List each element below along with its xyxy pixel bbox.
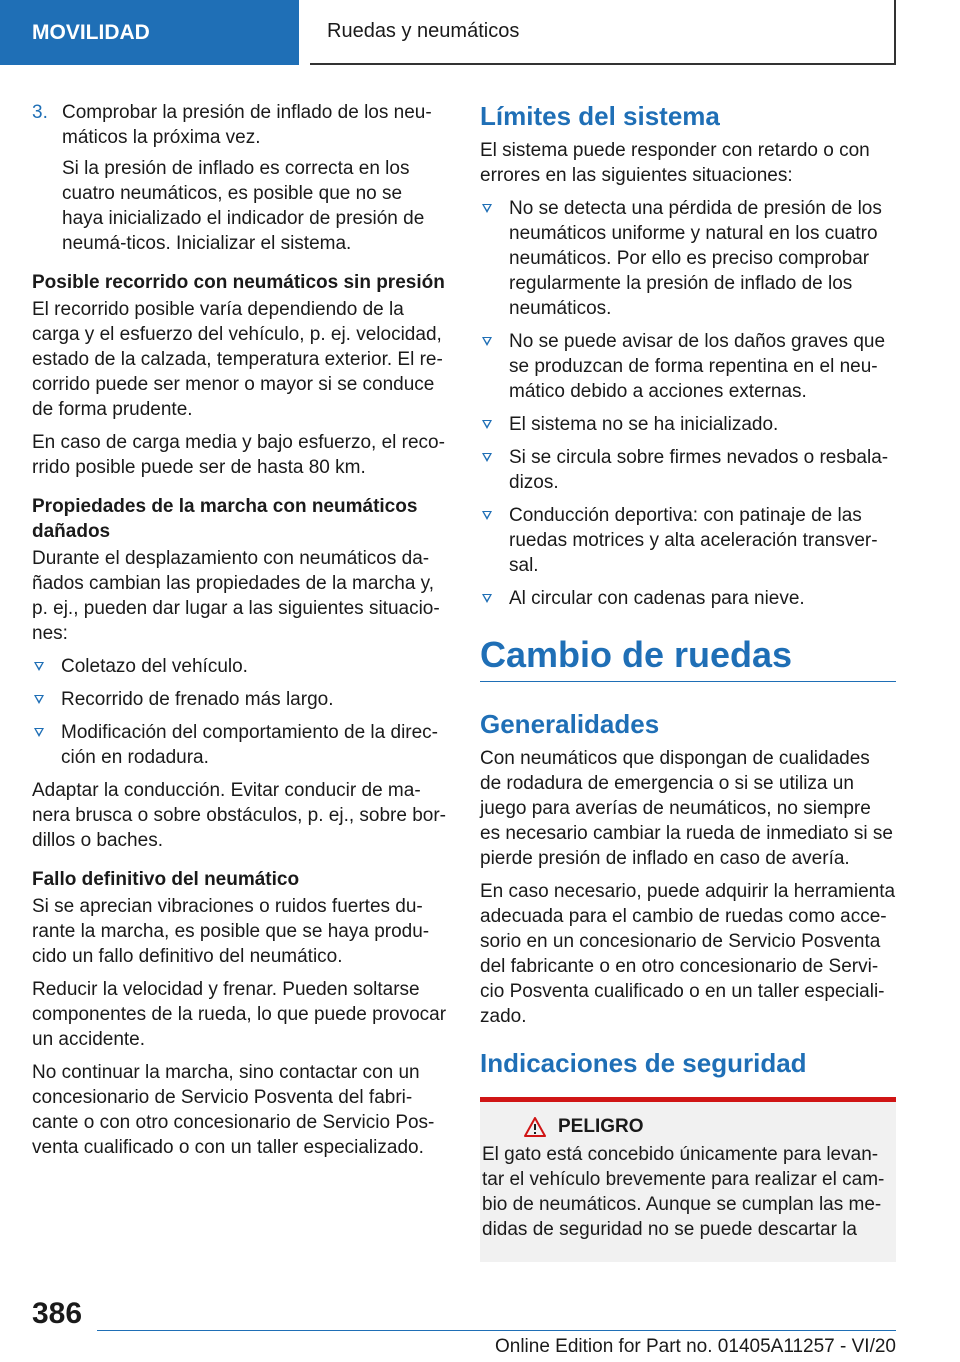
danger-box (480, 1097, 896, 1262)
step-3 (32, 100, 448, 256)
header-section-tab (0, 0, 299, 65)
paragraph: No continuar la marcha, sino contactar con un concesionario de Servicio Posventa del fabri-cante o con otro concesionario de Servicio Pos-venta cualificado o con un taller especializado. (32, 1062, 435, 1158)
step-3-note: Si la presión de inflado es correcta en los cuatro neumáticos, es posible que no se haya inicializado el indicador de presión de neumá-ticos. Inicializar el sistema. (62, 158, 425, 254)
list-item: El sistema no se ha inicializado. (480, 412, 896, 437)
triangle-bullet-icon (34, 695, 44, 704)
subheading-recorrido: Posible recorrido con neumáticos sin presión (32, 272, 445, 293)
list-item: No se detecta una pérdida de presión de los neumáticos uniforme y natural en los cuatro neumáticos. Por ello es preciso comprobar regularmente la presión de inflado de los neumáticos. (480, 196, 896, 321)
header-title-box (310, 0, 896, 65)
paragraph: Adaptar la conducción. Evitar conducir de ma-nera brusca o sobre obstáculos, p. ej., sobre bor-dillos o baches. (32, 780, 447, 851)
paragraph: Con neumáticos que dispongan de cualidades de rodadura de emergencia o si se utiliza un juego para averías de neumáticos, no siempre es necesario cambiar la rueda de inmediato si se pierde presión de inflado en caso de avería. (480, 748, 893, 869)
list-item: No se puede avisar de los daños graves que se produzcan de forma repentina en el neu-mático debido a acciones externas. (480, 329, 896, 404)
list-item: Al circular con cadenas para nieve. (480, 586, 896, 611)
triangle-bullet-icon (34, 662, 44, 671)
subheading-fallo: Fallo definitivo del neumático (32, 869, 300, 890)
section-heading-limites: Límites del sistema (480, 101, 720, 131)
page-number: 386 (32, 1297, 83, 1330)
header-title: Ruedas y neumáticos (327, 20, 520, 42)
paragraph: El recorrido posible varía dependiendo de la carga y el esfuerzo del vehículo, p. ej. velocidad, estado de la calzada, temperatura exterior. El re-corrido puede ser menor o mayor si se conduce de forma prudente. (32, 299, 443, 420)
danger-label: PELIGRO (558, 1116, 644, 1137)
chapter-title: Cambio de ruedas (480, 633, 896, 682)
paragraph: Reducir la velocidad y frenar. Pueden soltarse componentes de la rueda, lo que puede provocar un accidente. (32, 979, 447, 1050)
footer-divider (97, 1330, 896, 1331)
paragraph: En caso de carga media y bajo esfuerzo, el reco-rrido posible puede ser de hasta 80 km. (32, 432, 445, 478)
triangle-bullet-icon (482, 594, 492, 603)
bullet-list (480, 196, 896, 611)
triangle-bullet-icon (482, 511, 492, 520)
bullet-list (32, 654, 448, 770)
right-column (480, 100, 896, 1262)
triangle-bullet-icon (482, 453, 492, 462)
triangle-bullet-icon (34, 728, 44, 737)
triangle-bullet-icon (482, 337, 492, 346)
paragraph: El sistema puede responder con retardo o con errores en las siguientes situaciones: (480, 140, 870, 186)
step-number: 3. (32, 102, 48, 123)
danger-title (524, 1116, 894, 1138)
section-heading-generalidades: Generalidades (480, 709, 660, 739)
warning-triangle-icon (524, 1117, 546, 1137)
left-column (32, 100, 448, 1168)
section-heading-seguridad: Indicaciones de seguridad (480, 1048, 807, 1078)
list-item: Coletazo del vehículo. (32, 654, 448, 679)
paragraph: En caso necesario, puede adquirir la herramienta adecuada para el cambio de ruedas como acce-sorio en un concesionario de Servicio Posventa del fabricante o en otro concesionario de Servi-cio Posventa cualificado o en un taller especiali-zado. (480, 881, 896, 1027)
danger-text: El gato está concebido únicamente para levan-tar el vehículo brevemente para realizar el cam-bio de neumáticos. Aunque se cumplan las me-didas de seguridad no se puede descartar la (482, 1144, 885, 1240)
list-item: Modificación del comportamiento de la direc-ción en rodadura. (32, 720, 448, 770)
step-3-text: Comprobar la presión de inflado de los neu-máticos la próxima vez. (62, 102, 432, 148)
list-item: Recorrido de frenado más largo. (32, 687, 448, 712)
paragraph: Si se aprecian vibraciones o ruidos fuertes du-rante la marcha, es posible que se haya produ-cido un fallo definitivo del neumático. (32, 896, 430, 967)
footer-edition: Online Edition for Part no. 01405A11257 - VI/20 (494, 1336, 896, 1357)
header-section-label: MOVILIDAD (32, 20, 150, 44)
triangle-bullet-icon (482, 420, 492, 429)
list-item: Conducción deportiva: con patinaje de las ruedas motrices y alta aceleración transver-sal. (480, 503, 896, 578)
subheading-propiedades: Propiedades de la marcha con neumáticos dañados (32, 496, 418, 542)
triangle-bullet-icon (482, 204, 492, 213)
paragraph: Durante el desplazamiento con neumáticos da-ñados cambian las propiedades de la marcha y, p. ej., pueden dar lugar a las siguientes situacio-nes: (32, 548, 440, 644)
list-item: Si se circula sobre firmes nevados o resbala-dizos. (480, 445, 896, 495)
